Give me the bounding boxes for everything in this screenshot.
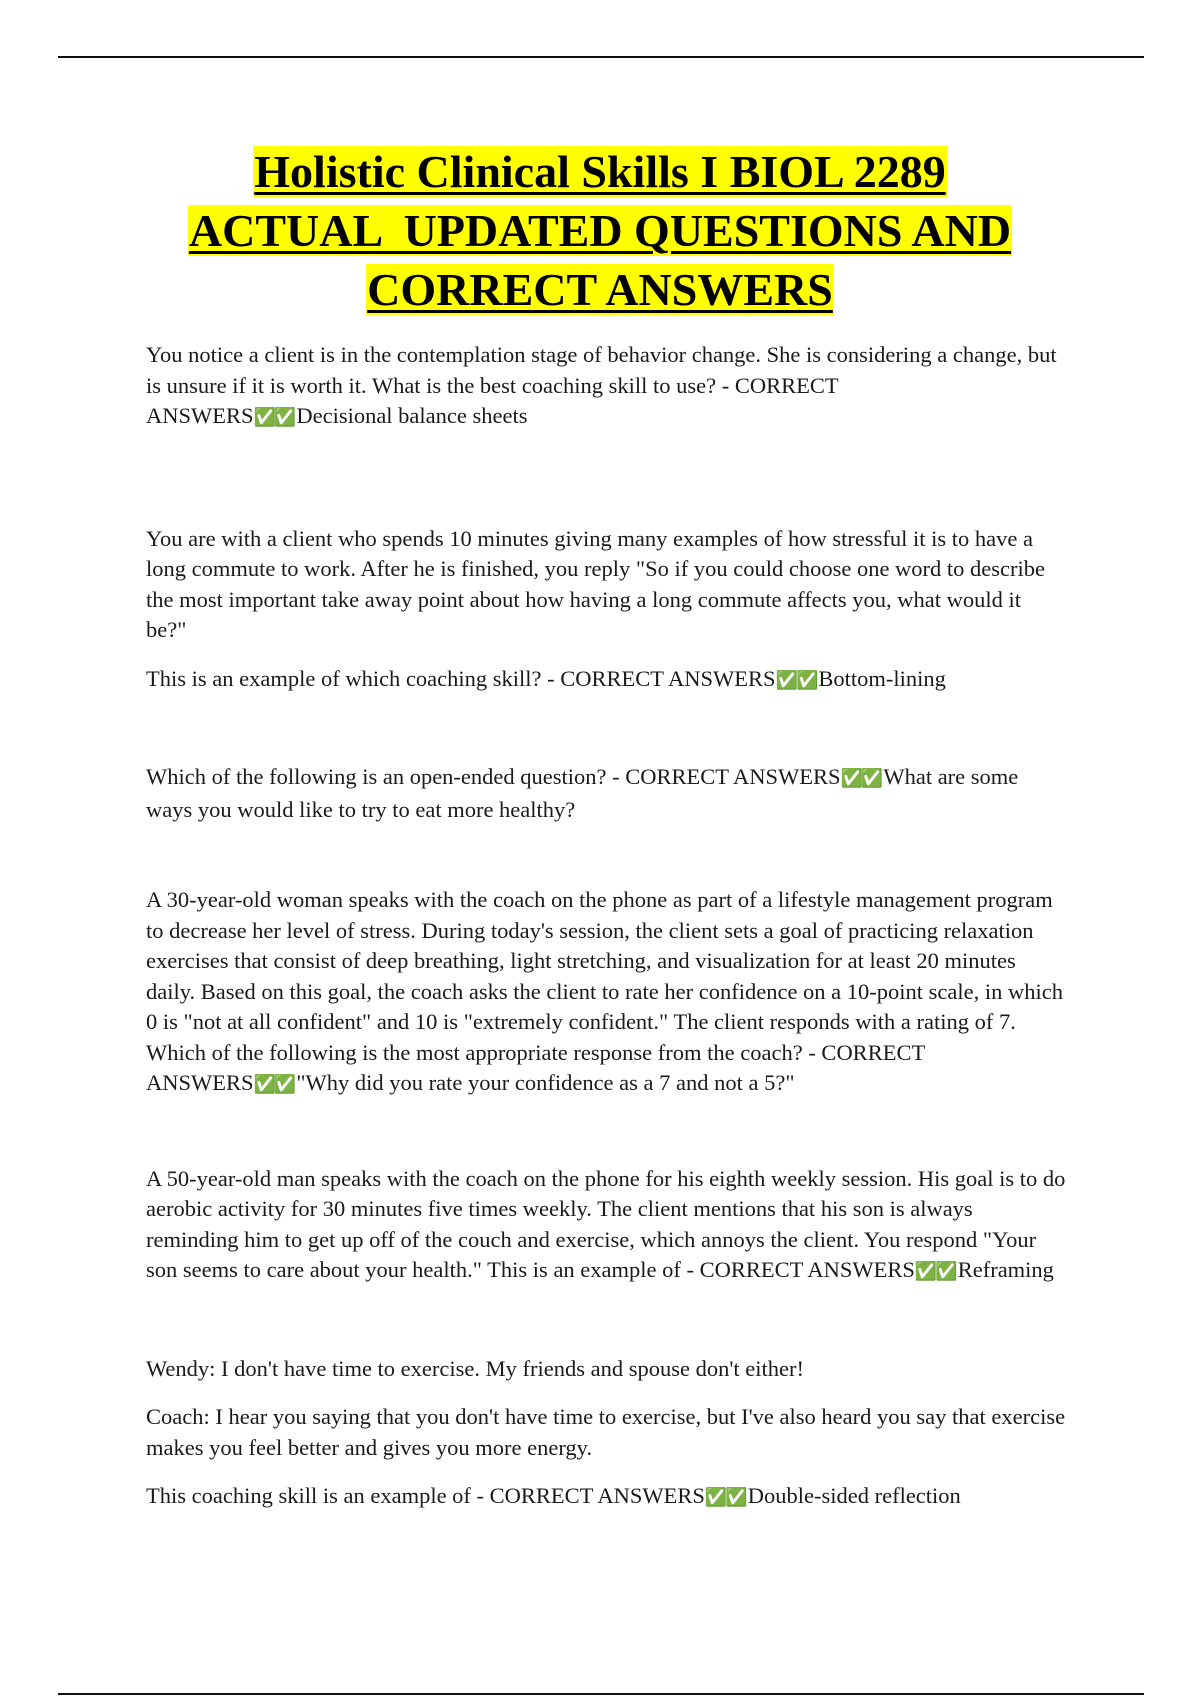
answer-marker: - CORRECT ANSWERS	[146, 372, 839, 428]
answer-text: Bottom-lining	[818, 665, 946, 691]
bottom-rule	[58, 1693, 1144, 1695]
document-title	[60, 142, 1140, 319]
answer-marker: - CORRECT ANSWERS	[547, 665, 776, 691]
answer-marker: - CORRECT ANSWERS	[686, 1257, 915, 1282]
answer-marker: - CORRECT ANSWERS	[476, 1483, 705, 1508]
qa-item-6-context: Wendy: I don't have time to exercise. My friends and spouse don't either!	[146, 1355, 804, 1381]
answer-text: Reframing	[957, 1257, 1054, 1282]
top-rule	[58, 56, 1144, 58]
answer-text: Decisional balance sheets	[296, 403, 528, 428]
answer-text: What are some ways you would like to try to eat more healthy?	[146, 764, 1019, 822]
qa-item-3	[146, 762, 1066, 825]
check-marks-icon: ✅✅	[704, 1487, 746, 1508]
answer-text: Double-sided reflection	[747, 1483, 961, 1508]
title-line-2: ACTUAL UPDATED QUESTIONS AND	[188, 205, 1012, 256]
answer-marker: - CORRECT ANSWERS	[612, 764, 841, 789]
answer-text: "Why did you rate your confidence as a 7 and not a 5?"	[296, 1070, 795, 1095]
qa-item-2-context: You are with a client who spends 10 minutes giving many examples of how stressful it is to have a long commute to work. After he is finished, you reply "So if you could choose one word to describe the most important take away point about how having a long commute affects you, what would it be?"	[146, 525, 1046, 642]
qa-item-6	[146, 1481, 1066, 1514]
check-marks-icon: ✅✅	[253, 407, 295, 428]
qa-item-2	[146, 664, 1066, 697]
question-text: This is an example of which coaching skill?	[146, 665, 542, 691]
question-text: A 50-year-old man speaks with the coach on the phone for his eighth weekly session. His goal is to do aerobic activity for 30 minutes five times weekly. The client mentions that his son is always reminding him to get up off of the couch and exercise, which annoys the client. You respond "Your son seems to care about your health." This is an example of	[146, 1165, 1066, 1282]
question-text: A 30-year-old woman speaks with the coach on the phone as part of a lifestyle management program to decrease her level of stress. During today's session, the client sets a goal of practicing relaxation exercises that consist of deep breathing, light stretching, and visualization for at least 20 minutes daily. Based on this goal, the coach asks the client to rate her confidence on a 10-point scale, in which 0 is "not at all confident" and 10 is "extremely confident." The client responds with a rating of 7. Which of the following is the most appropriate response from the coach?	[146, 887, 1063, 1065]
check-marks-icon: ✅✅	[775, 669, 817, 691]
check-marks-icon: ✅✅	[914, 1261, 956, 1282]
qa-content	[146, 340, 1066, 1514]
question-text: You notice a client is in the contemplation stage of behavior change. She is considering a change, but is unsure if it is worth it. What is the best coaching skill to use?	[146, 342, 1057, 398]
check-marks-icon: ✅✅	[840, 768, 882, 789]
title-line-1: Holistic Clinical Skills I BIOL 2289	[254, 146, 946, 197]
qa-item-1	[146, 340, 1066, 434]
question-text: Which of the following is an open-ended question?	[146, 764, 607, 789]
qa-item-6-context-2: Coach: I hear you saying that you don't have time to exercise, but I've also heard you say that exercise makes you feel better and gives you more energy.	[146, 1404, 1066, 1460]
qa-item-4	[146, 885, 1066, 1101]
qa-item-5	[146, 1164, 1066, 1288]
title-line-3: CORRECT ANSWERS	[367, 264, 833, 315]
question-text: This coaching skill is an example of	[146, 1483, 471, 1508]
answer-marker: - CORRECT ANSWERS	[146, 1039, 925, 1095]
check-marks-icon: ✅✅	[253, 1074, 295, 1095]
